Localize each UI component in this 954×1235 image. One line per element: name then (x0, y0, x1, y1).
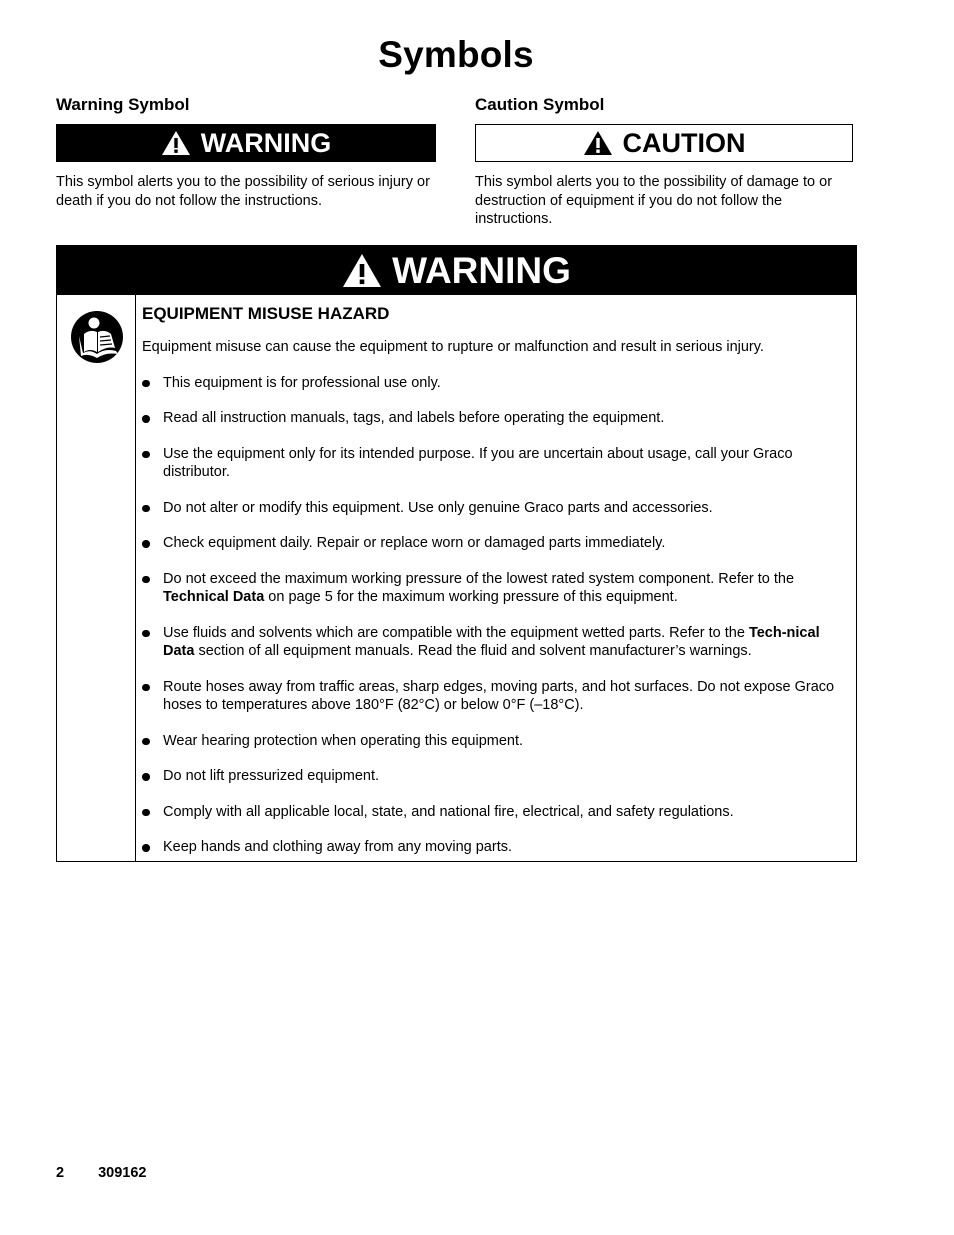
hazard-bullet-item (142, 374, 846, 393)
hazard-bullet-item (142, 534, 846, 553)
document-number: 309162 (98, 1165, 147, 1181)
hazard-bullet-item (142, 767, 846, 786)
page-title: Symbols (378, 34, 534, 75)
bullet-dot-icon (142, 844, 150, 852)
bullet-dot-icon (142, 380, 150, 388)
hazard-title: EQUIPMENT MISUSE HAZARD (142, 304, 390, 323)
bullet-dot-icon (142, 415, 150, 423)
bullet-text: Do not alter or modify this equipment. Use only genuine Graco parts and accessories. (163, 499, 713, 516)
read-manual-icon (70, 310, 124, 364)
bullet-dot-icon (142, 809, 150, 817)
warning-symbol-heading: Warning Symbol (56, 95, 190, 114)
bullet-text: Comply with all applicable local, state, and national fire, electrical, and safety regulations. (163, 803, 734, 820)
bullet-text: Route hoses away from traffic areas, sharp edges, moving parts, and hot surfaces. Do not expose Graco hoses to temperatures above 180°F (82°C) or below 0°F (–18°C). (163, 678, 835, 713)
bullet-text: Use the equipment only for its intended purpose. If you are uncertain about usage, call your Graco distributor. (163, 445, 793, 480)
warning-symbol-description: This symbol alerts you to the possibility of serious injury or death if you do not follow the instructions. (56, 174, 430, 209)
warning-text-column (136, 295, 856, 861)
warning-triangle-icon (161, 130, 191, 156)
bullet-dot-icon (142, 451, 150, 459)
warning-box-body (57, 295, 856, 861)
bullet-dot-icon (142, 630, 150, 638)
caution-symbol-section (475, 94, 855, 229)
caution-symbol-bar (475, 124, 853, 162)
bullet-bold-text: Technical Data (163, 589, 265, 605)
hazard-bullet-item (142, 803, 846, 822)
bullet-text: Keep hands and clothing away from any moving parts. (163, 839, 513, 855)
warning-symbol-section (56, 94, 436, 210)
hazard-bullet-item (142, 409, 846, 428)
hazard-bullet-item (142, 624, 846, 661)
bullet-dot-icon (142, 684, 150, 692)
bullet-text: Wear hearing protection when operating this equipment. (163, 732, 524, 749)
hazard-bullet-item (142, 732, 846, 751)
bullet-dot-icon (142, 738, 150, 746)
warning-triangle-icon (342, 253, 382, 288)
bullet-dot-icon (142, 773, 150, 781)
caution-triangle-icon (583, 130, 613, 156)
warning-box-header (57, 246, 856, 295)
bullet-text: Use fluids and solvents which are compatible with the equipment wetted parts. Refer to the (163, 624, 749, 641)
caution-symbol-label: CAUTION (622, 127, 746, 158)
equipment-misuse-warning-box (56, 245, 857, 862)
bullet-dot-icon (142, 505, 150, 513)
warning-symbol-bar (56, 124, 436, 162)
hazard-bullet-item (142, 570, 846, 607)
bullet-text: on page 5 for the maximum working pressure of this equipment. (264, 589, 678, 605)
bullet-text: Check equipment daily. Repair or replace worn or damaged parts immediately. (163, 535, 666, 551)
bullet-text: Do not lift pressurized equipment. (163, 768, 379, 784)
page-number: 2 (56, 1165, 65, 1181)
hazard-bullet-item (142, 445, 846, 482)
bullet-dot-icon (142, 540, 150, 548)
page-footer (56, 1165, 180, 1181)
hazard-intro: Equipment misuse can cause the equipment to rupture or malfunction and result in serious injury. (142, 339, 764, 355)
bullet-text: Read all instruction manuals, tags, and labels before operating the equipment. (163, 410, 665, 426)
bullet-dot-icon (142, 576, 150, 584)
bullet-text: section of all equipment manuals. Read the fluid and solvent manufacturer’s warnings. (194, 643, 752, 659)
bullet-bold-text: Tech-nical Data (163, 624, 820, 659)
warning-icon-column (57, 295, 136, 861)
hazard-bullet-item (142, 499, 846, 518)
bullet-text: Do not exceed the maximum working pressure of the lowest rated system component. Refer to the (163, 570, 795, 587)
hazard-bullet-item (142, 678, 846, 715)
warning-symbol-label: WARNING (200, 127, 332, 158)
caution-symbol-description: This symbol alerts you to the possibility of damage to or destruction of equipment if you do not follow the instructions. (475, 174, 833, 227)
warning-box-header-label: WARNING (392, 249, 571, 291)
caution-symbol-heading: Caution Symbol (475, 95, 605, 114)
hazard-bullet-item (142, 838, 846, 857)
bullet-text: This equipment is for professional use only. (163, 374, 441, 391)
hazard-bullet-list (142, 374, 846, 857)
